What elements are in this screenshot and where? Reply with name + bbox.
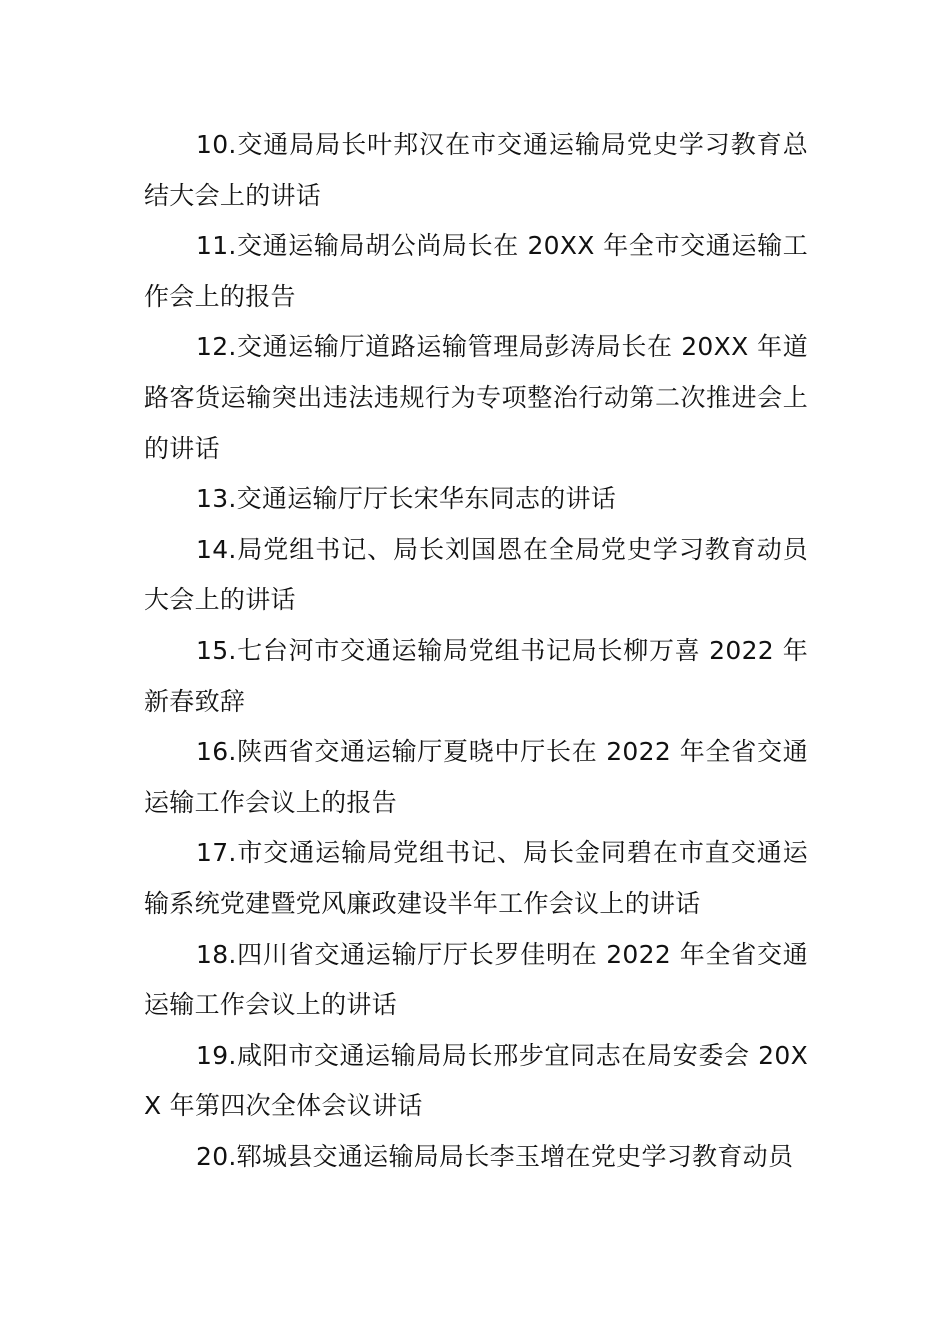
list-item: 13.交通运输厅厅长宋华东同志的讲话 [196, 484, 617, 514]
list-item: 17.市交通运输局党组书记、局长金同碧在市直交通运输系统党建暨党风廉政建设半年工作会议上的讲话 [144, 838, 808, 918]
list-item: 15.七台河市交通运输局党组书记局长柳万喜 2022 年新春致辞 [144, 635, 808, 716]
list-item: 10.交通局局长叶邦汉在市交通运输局党史学习教育总结大会上的讲话 [144, 130, 808, 210]
list-item: 11.交通运输局胡公尚局长在 20XX 年全市交通运输工作会上的报告 [144, 231, 808, 311]
list-item: 14.局党组书记、局长刘国恩在全局党史学习教育动员大会上的讲话 [144, 534, 808, 615]
list-item: 16.陕西省交通运输厅夏晓中厅长在 2022 年全省交通运输工作会议上的报告 [144, 737, 808, 817]
list-item: 20.郓城县交通运输局局长李玉增在党史学习教育动员 [196, 1141, 794, 1171]
list-item: 12.交通运输厅道路运输管理局彭涛局长在 20XX 年道路客货运输突出违法违规行为专项整治行动第二次推进会上的讲话 [144, 332, 808, 463]
speech-list [144, 120, 808, 1182]
list-item: 19.咸阳市交通运输局局长邢步宜同志在局安委会 20XX 年第四次全体会议讲话 [144, 1040, 808, 1121]
list-item: 18.四川省交通运输厅厅长罗佳明在 2022 年全省交通运输工作会议上的讲话 [144, 939, 808, 1020]
